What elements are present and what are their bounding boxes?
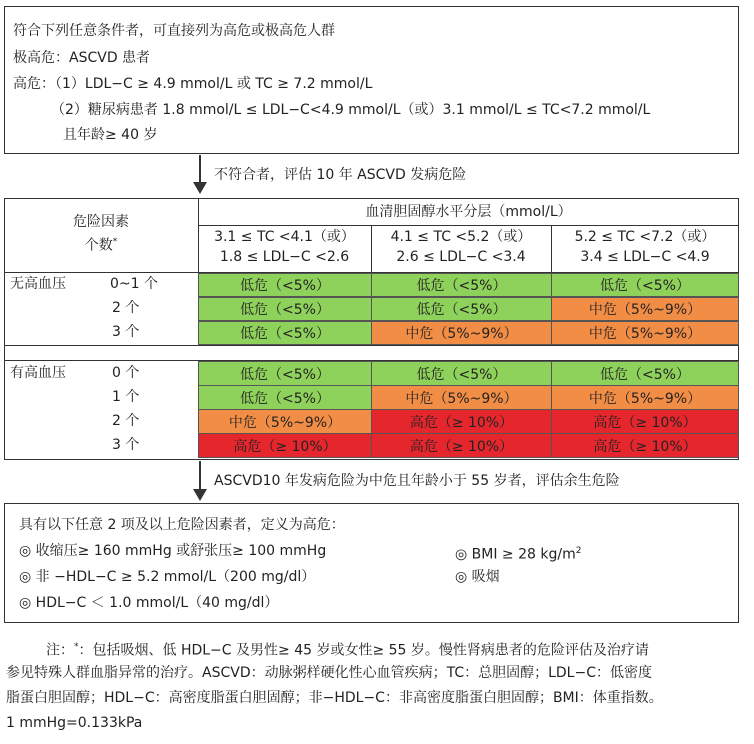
cholesterol-level-header: 血清胆固醇水平分层（mmol/L） [365,204,572,220]
column-header-1-tc: 3.1 ≤ TC <4.1（或） [214,229,355,245]
footnote-line4: 1 mmHg=0.133kPa [6,715,143,731]
flow-arrow-2-head [193,489,207,501]
g1-r3-c1: 低危（<5%） [198,321,372,345]
g2-r2-c3: 中危（5%~9%） [551,385,739,410]
column-header-2-tc: 4.1 ≤ TC <5.2（或） [390,229,532,245]
column-header-3 [551,227,739,267]
table-divider-header [198,225,739,226]
g2-r2-c1: 低危（<5%） [198,385,372,410]
group-hypertension-label: 有高血压 [10,365,66,381]
column-header-3-ldl: 3.4 ≤ LDL−C <4.9 [580,249,710,265]
high-risk-criterion-2-age: 且年龄≥ 40 岁 [63,127,158,143]
column-header-1 [198,227,371,267]
risk-factor-header [4,212,198,256]
g1-r2-c3: 中危（5%~9%） [551,297,739,321]
column-header-3-tc: 5.2 ≤ TC <7.2（或） [574,229,716,245]
risk-factor-header-line2 [4,232,198,256]
flow-arrow-1-head [193,182,207,194]
very-high-risk-criterion: 极高危：ASCVD 患者 [13,50,151,66]
g1-row1-count: 0~1 个 [110,276,158,292]
lifetime-risk-title: 具有以下任意 2 项及以上危险因素者，定义为高危： [19,517,345,533]
g2-row2-count: 1 个 [112,389,140,405]
risk-factor-bmi-sup: 2 [575,546,582,556]
high-risk-criterion-2: （2）糖尿病患者 1.8 mmol/L ≤ LDL−C<4.9 mmol/L（或）3.1 mmol/L ≤ TC<7.2 mmol/L [51,102,651,118]
risk-factor-bmi-text: ◎ BMI ≥ 28 kg/m [455,546,576,563]
g2-row1-count: 0 个 [112,365,140,381]
g2-r1-c3: 低危（<5%） [551,361,739,386]
high-risk-criterion-1: 高危：（1）LDL−C ≥ 4.9 mmol/L 或 TC ≥ 7.2 mmol/L [13,76,373,92]
g1-row2-count: 2 个 [112,300,140,316]
column-header-2 [371,227,551,267]
footnote-line1-text: ：包括吸烟、低 HDL−C 及男性≥ 45 岁或女性≥ 55 岁。慢性肾病患者的危险评估及治疗请 [78,642,649,659]
arrow-1-label: 不符合者，评估 10 年 ASCVD 发病危险 [214,167,467,183]
risk-factor-non-hdl: ◎ 非 −HDL−C ≥ 5.2 mmol/L（200 mg/dl） [19,569,316,585]
risk-factor-hdl: ◎ HDL−C ＜ 1.0 mmol/L（40 mg/dl） [19,595,279,611]
g1-r2-c1: 低危（<5%） [198,297,372,321]
arrow-2-label: ASCVD10 年发病危险为中危且年龄小于 55 岁者，评估余生危险 [214,473,620,489]
g1-row3-count: 3 个 [112,324,140,340]
g2-r4-c1: 高危（≥ 10%） [198,433,372,458]
risk-factor-header-count: 个数 [84,237,113,254]
g2-row3-count: 2 个 [112,413,140,429]
g1-r3-c3: 中危（5%~9%） [551,321,739,345]
g2-r3-c1: 中危（5%~9%） [198,409,372,434]
g2-row4-count: 3 个 [112,437,140,453]
footnote-line3: 脂蛋白胆固醇；HDL−C：高密度脂蛋白胆固醇；非−HDL−C：非高密度脂蛋白胆固醇；BMI：体重指数。 [6,690,663,706]
footnote-prefix: 注： [46,642,74,659]
g1-r1-c1: 低危（<5%） [198,273,372,297]
footnote-line1 [46,635,649,664]
g1-r1-c2: 低危（<5%） [371,273,552,297]
g2-r1-c2: 低危（<5%） [371,361,552,386]
risk-factor-bmi [455,542,581,564]
g2-r4-c2: 高危（≥ 10%） [371,433,552,458]
g2-r4-c3: 高危（≥ 10%） [551,433,739,458]
footnote-line2: 参见特殊人群血脂异常的治疗。ASCVD：动脉粥样硬化性心血管疾病；TC：总胆固醇；LDL−C：低密度 [6,665,652,681]
table-divider-groups-top [4,345,739,346]
group-no-hypertension-label: 无高血压 [10,276,66,292]
g2-r3-c2: 高危（≥ 10%） [371,409,552,434]
g2-r3-c3: 高危（≥ 10%） [551,409,739,434]
risk-factor-footnote-mark: * [112,237,118,247]
g1-r3-c2: 中危（5%~9%） [371,321,552,345]
risk-factor-header-line1: 危险因素 [73,214,129,230]
g2-r1-c1: 低危（<5%） [198,361,372,386]
g2-r2-c2: 中危（5%~9%） [371,385,552,410]
flow-arrow-2-shaft [199,461,201,490]
risk-factor-smoking: ◎ 吸烟 [455,569,500,585]
criteria-heading: 符合下列任意条件者，可直接列为高危或极高危人群 [13,23,335,39]
column-header-1-ldl: 1.8 ≤ LDL−C <2.6 [219,249,350,265]
risk-factor-bp: ◎ 收缩压≥ 160 mmHg 或舒张压≥ 100 mmHg [19,543,327,559]
g1-r2-c2: 低危（<5%） [371,297,552,321]
column-header-2-ldl: 2.6 ≤ LDL−C <3.4 [396,249,526,265]
g1-r1-c3: 低危（<5%） [551,273,739,297]
flow-arrow-1-shaft [199,155,201,183]
footnote-mark: * [74,642,79,652]
